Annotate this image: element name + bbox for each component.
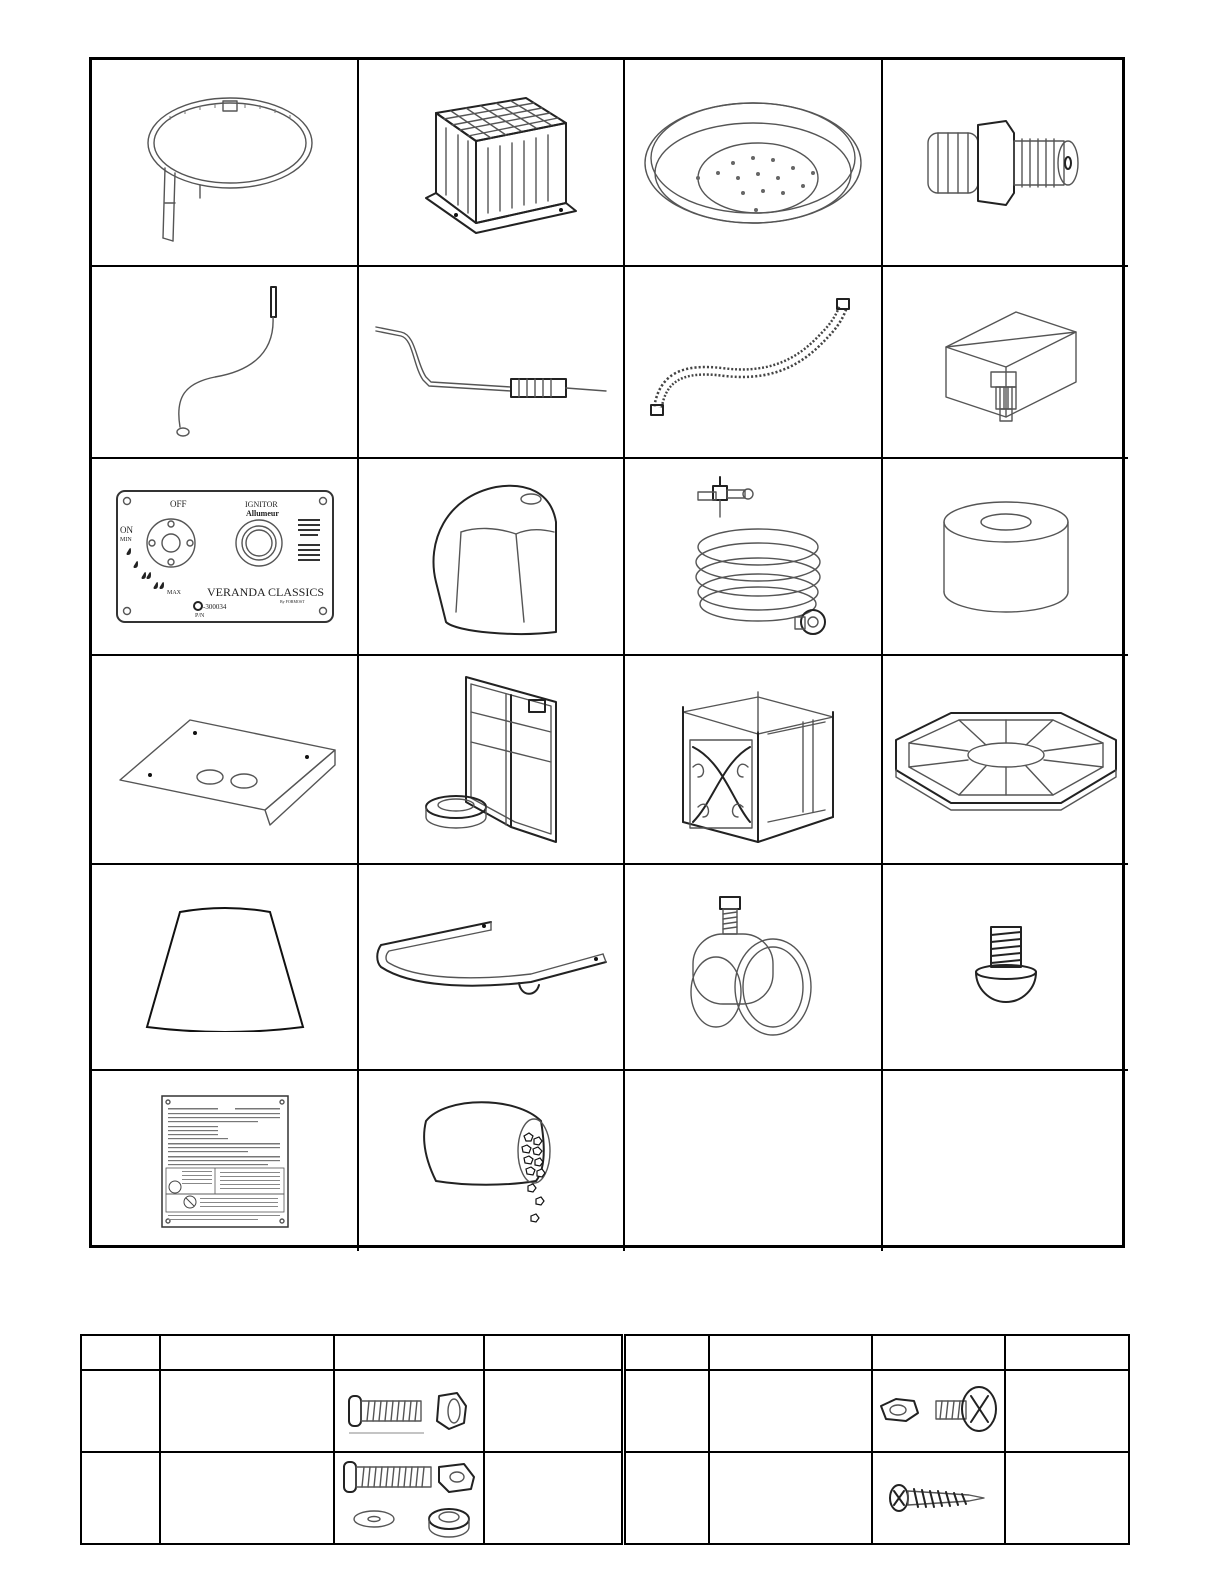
hardware-image-cell xyxy=(872,1370,1005,1452)
parts-grid xyxy=(89,57,1125,1248)
control-panel-icon xyxy=(115,489,335,624)
tank-cover-wrap-icon xyxy=(135,902,315,1032)
leveling-foot-icon xyxy=(956,917,1056,1017)
tank-strap-icon xyxy=(371,907,611,1027)
burner-grate-box-icon xyxy=(396,83,586,243)
hardware-cell xyxy=(1005,1452,1129,1544)
panel-pn-label: P/N xyxy=(194,613,204,619)
burner-ring-icon xyxy=(125,73,325,253)
panel-off-label: OFF xyxy=(169,499,187,509)
part-cell xyxy=(883,459,1128,656)
header-cell xyxy=(872,1335,1005,1370)
tank-door-panel-icon xyxy=(411,672,571,847)
part-cell xyxy=(625,60,883,267)
part-cell xyxy=(625,459,883,656)
ignitor-module-icon xyxy=(926,287,1086,437)
hardware-header-row xyxy=(81,1335,622,1370)
part-cell xyxy=(92,60,359,267)
orifice-fitting-icon xyxy=(916,103,1096,223)
hardware-table-left xyxy=(80,1334,623,1545)
panel-max-label: MAX xyxy=(166,590,181,596)
panel-allumeur-label: Allumeur xyxy=(245,509,279,518)
hardware-cell xyxy=(625,1370,709,1452)
part-cell xyxy=(92,656,359,865)
part-cell xyxy=(359,60,625,267)
header-cell xyxy=(709,1335,872,1370)
mounting-plate-icon xyxy=(110,685,340,835)
part-cell xyxy=(883,60,1128,267)
part-cell xyxy=(92,267,359,459)
header-cell xyxy=(625,1335,709,1370)
part-cell xyxy=(359,865,625,1071)
part-cell xyxy=(359,267,625,459)
hardware-cell xyxy=(484,1452,622,1544)
hardware-cell xyxy=(160,1370,334,1452)
part-cell xyxy=(92,865,359,1071)
part-cell xyxy=(625,656,883,865)
panel-brand-label: VERANDA CLASSICS xyxy=(206,585,324,599)
panel-min-label: MIN xyxy=(119,537,132,543)
part-cell xyxy=(883,267,1128,459)
hardware-image-cell xyxy=(872,1452,1005,1544)
header-cell xyxy=(160,1335,334,1370)
hardware-image-cell xyxy=(334,1452,484,1544)
hardware-cell xyxy=(81,1370,160,1452)
part-cell xyxy=(883,656,1128,865)
control-knob-icon xyxy=(416,472,566,642)
hardware-cell xyxy=(81,1452,160,1544)
panel-on-label: ON xyxy=(119,525,133,535)
hardware-cell xyxy=(709,1370,872,1452)
header-cell xyxy=(334,1335,484,1370)
part-cell xyxy=(625,865,883,1071)
rating-label-icon xyxy=(160,1094,290,1229)
part-cell xyxy=(359,1071,625,1251)
electrode-wire-icon xyxy=(145,277,305,447)
part-cell xyxy=(883,865,1128,1071)
caster-wheel-icon xyxy=(668,892,838,1042)
wood-screw-icon xyxy=(884,1473,994,1523)
hardware-row xyxy=(625,1370,1129,1452)
octagon-tabletop-frame-icon xyxy=(891,705,1121,815)
hardware-cell xyxy=(709,1452,872,1544)
hardware-cell xyxy=(625,1452,709,1544)
thermocouple-icon xyxy=(371,307,611,417)
part-cell xyxy=(625,267,883,459)
regulator-hose-icon xyxy=(663,472,843,642)
bolt-nut-washers-icon xyxy=(339,1457,479,1539)
part-cell xyxy=(359,656,625,865)
part-cell xyxy=(92,459,359,656)
panel-code-label: -300034 xyxy=(202,603,226,611)
base-frame-icon xyxy=(653,672,853,847)
bolt-and-nut-icon xyxy=(344,1381,474,1441)
header-cell xyxy=(1005,1335,1129,1370)
part-cell xyxy=(92,1071,359,1251)
hardware-table-right xyxy=(624,1334,1130,1545)
hardware-row xyxy=(81,1370,622,1452)
flex-gas-hose-icon xyxy=(643,297,863,427)
hardware-cell xyxy=(484,1370,622,1452)
hardware-cell xyxy=(1005,1370,1129,1452)
hardware-row xyxy=(81,1452,622,1544)
header-cell xyxy=(484,1335,622,1370)
hardware-cell xyxy=(160,1452,334,1544)
hardware-header-row xyxy=(625,1335,1129,1370)
spacer-ring-icon xyxy=(926,492,1086,622)
header-cell xyxy=(81,1335,160,1370)
part-cell-empty xyxy=(883,1071,1128,1251)
part-cell-empty xyxy=(625,1071,883,1251)
part-cell xyxy=(359,459,625,656)
machine-screw-and-nut-icon xyxy=(876,1381,1001,1441)
lava-rock-bag-icon xyxy=(416,1091,566,1231)
panel-brand-sub-label: By FORMOST xyxy=(279,599,305,604)
hardware-image-cell xyxy=(334,1370,484,1452)
hardware-row xyxy=(625,1452,1129,1544)
burner-pan-icon xyxy=(638,78,868,248)
panel-ignitor-label: IGNITOR xyxy=(244,500,278,509)
